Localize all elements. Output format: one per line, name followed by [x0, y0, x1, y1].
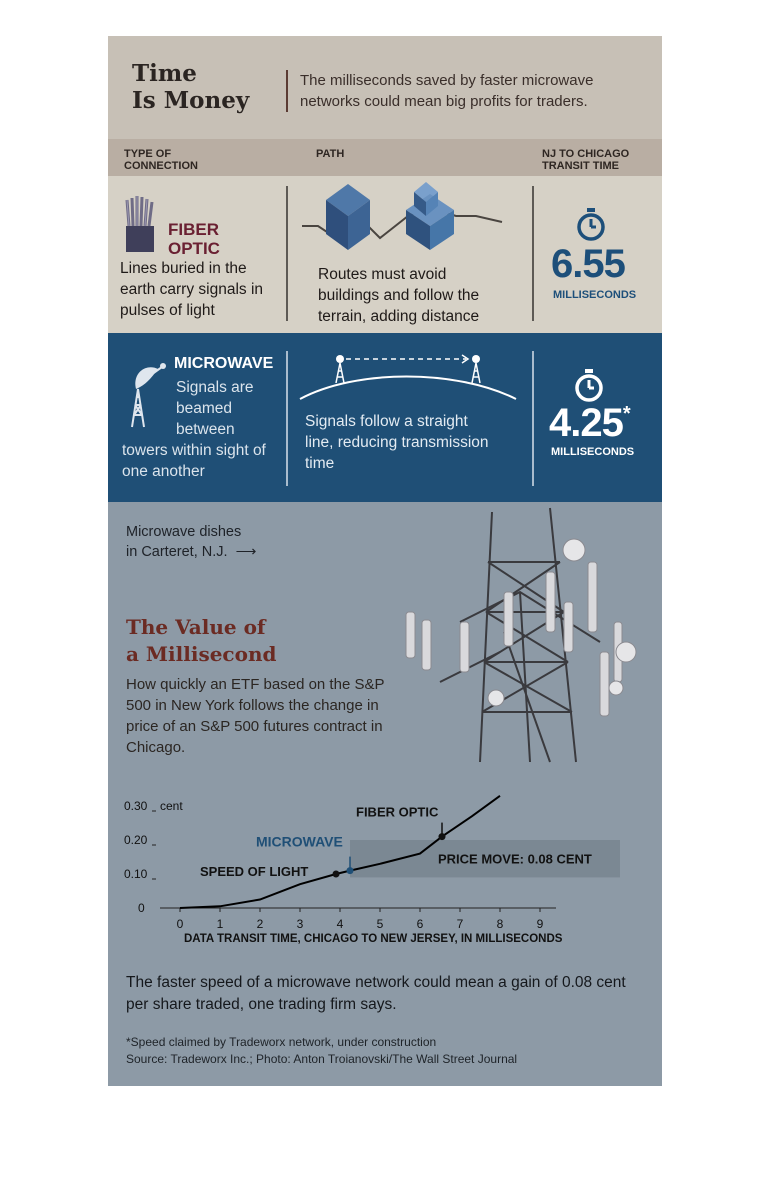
subtitle: The milliseconds saved by faster microwave networks could mean big profits for traders. — [300, 72, 594, 110]
microwave-tower-photo — [400, 502, 662, 764]
value-title-line-2: a Millisecond — [126, 642, 277, 666]
footnote-asterisk-note: *Speed claimed by Tradeworx network, under construction — [126, 1035, 437, 1049]
column-heading-transit-time: NJ TO CHICAGO TRANSIT TIME — [542, 148, 630, 172]
x-axis-label: DATA TRANSIT TIME, CHICAGO TO NEW JERSEY, IN MILLISECONDS — [184, 933, 563, 945]
value-title-line-1: The Value of — [126, 615, 266, 639]
fiber-optic-chart-label: FIBER OPTIC — [356, 804, 439, 820]
conclusion-text: The faster speed of a microwave network could mean a gain of 0.08 cent per share traded, one trading firm says. — [126, 974, 626, 1013]
column-divider — [532, 186, 534, 321]
speed-of-light-point — [333, 871, 340, 878]
x-tick-label: 5 — [376, 917, 384, 931]
x-tick-label: 8 — [496, 917, 504, 931]
building-icon — [326, 184, 370, 250]
y-unit-label: cent — [160, 799, 183, 813]
y-tick-label: 0.20 — [124, 833, 148, 847]
photo-caption-line-1: Microwave dishes — [126, 524, 242, 540]
fiber-optic-label: FIBER OPTIC — [168, 220, 220, 258]
title-line-2: Is Money — [132, 87, 250, 114]
page-title — [132, 60, 262, 114]
stopwatch-icon — [573, 369, 605, 403]
column-heading-path: PATH — [316, 148, 345, 160]
column-divider — [286, 186, 288, 321]
value-title — [126, 614, 306, 668]
stopwatch-icon — [575, 208, 607, 242]
infographic-card — [108, 36, 662, 1086]
fiber-path-illustration — [296, 176, 516, 266]
microwave-transit-time — [549, 401, 630, 446]
photo-caption — [126, 522, 256, 562]
microwave-row — [108, 333, 662, 502]
column-headings — [108, 139, 662, 176]
fiber-transit-time: 6.55 — [551, 242, 625, 286]
column-divider — [286, 351, 288, 486]
header-divider — [286, 70, 288, 112]
microwave-time-unit: MILLISECONDS — [551, 446, 635, 458]
microwave-description-indented: Signals are beamed between — [176, 379, 254, 438]
x-tick-label: 4 — [336, 917, 344, 931]
microwave-point — [347, 867, 354, 874]
speed-of-light-label: SPEED OF LIGHT — [200, 864, 309, 879]
microwave-chart-label: MICROWAVE — [256, 833, 343, 850]
x-tick-label: 1 — [216, 917, 224, 931]
microwave-time-asterisk: * — [622, 403, 630, 425]
price-move-label: PRICE MOVE: 0.08 CENT — [438, 851, 592, 867]
x-tick-label: 2 — [256, 917, 264, 931]
column-divider — [532, 351, 534, 486]
photo-caption-line-2: in Carteret, N.J. — [126, 544, 228, 560]
x-tick-label: 7 — [456, 917, 464, 931]
fiber-optic-description: Lines buried in the earth carry signals in pulses of light — [120, 260, 264, 319]
fiber-optic-row — [108, 176, 662, 333]
value-section — [108, 502, 662, 1086]
microwave-path-description: Signals follow a straight line, reducing transmission time — [305, 413, 489, 472]
header — [108, 36, 662, 139]
x-tick-label: 9 — [536, 917, 544, 931]
fiber-cable-icon — [122, 196, 160, 254]
value-description: How quickly an ETF based on the S&P 500 in New York follows the change in price of an S&P 500 futures contract in Chicago. — [126, 676, 385, 756]
microwave-tower-icon — [336, 355, 344, 383]
fiber-path-description: Routes must avoid buildings and follow the terrain, adding distance — [318, 266, 480, 325]
y-tick-label: 0.10 — [124, 867, 148, 881]
fiber-optic-point — [439, 833, 446, 840]
arrow-right-icon: ⟶ — [235, 544, 257, 560]
x-tick-label: 0 — [176, 917, 184, 931]
microwave-label: MICROWAVE — [174, 355, 274, 372]
microwave-path-illustration — [296, 347, 520, 407]
microwave-tower-icon — [472, 355, 480, 383]
x-tick-label: 6 — [416, 917, 424, 931]
footnote — [126, 1034, 646, 1068]
microwave-time-value: 4.25 — [549, 401, 623, 445]
title-line-1: Time — [132, 60, 197, 87]
source-note: Source: Tradeworx Inc.; Photo: Anton Troianovski/The Wall Street Journal — [126, 1052, 518, 1066]
y-tick-label: 0 — [138, 901, 145, 915]
column-heading-type: TYPE OF CONNECTION — [124, 148, 198, 172]
x-tick-label: 3 — [296, 917, 304, 931]
microwave-description — [122, 377, 282, 482]
building-icon — [406, 182, 454, 250]
microwave-description-rest: towers within sight of one another — [122, 442, 266, 480]
transit-time-chart — [108, 792, 662, 962]
y-tick-label: 0.30 — [124, 799, 148, 813]
fiber-time-unit: MILLISECONDS — [553, 289, 637, 301]
